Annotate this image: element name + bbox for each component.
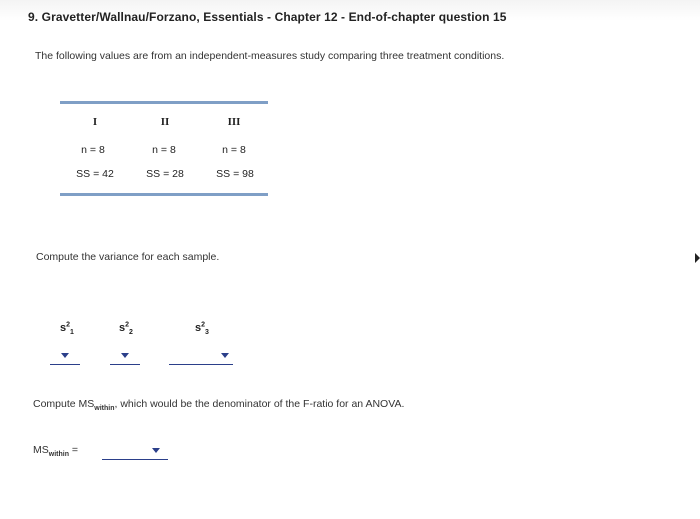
ms-within-label: $MS_{within}$ = [33, 444, 79, 459]
sample-1-ss: SS = 42 [76, 168, 114, 180]
variance-3-dropdown[interactable] [169, 350, 233, 365]
table-top-rule [60, 101, 268, 104]
table-bottom-rule [60, 193, 268, 196]
ms-within-dropdown[interactable] [102, 445, 168, 460]
dropdown-arrow-icon [121, 353, 129, 358]
sample-2-n: n = 8 [152, 144, 176, 156]
sample-3-n: n = 8 [222, 144, 246, 156]
question-intro: The following values are from an independent-measures study comparing three treatment conditions. [35, 50, 505, 62]
column-header-3: III [227, 116, 241, 128]
sample-3-ss: SS = 98 [216, 168, 254, 180]
dropdown-arrow-icon [221, 353, 229, 358]
variance-label-1: $s^2_1$ [60, 321, 74, 337]
variance-1-dropdown[interactable] [50, 350, 80, 365]
question-title: 9. Gravetter/Wallnau/Forzano, Essentials - Chapter 12 - End-of-chapter question 15 [28, 10, 507, 24]
variance-label-2: $s^2_2$ [119, 321, 133, 337]
dropdown-arrow-icon [61, 353, 69, 358]
scroll-indicator-icon [695, 253, 700, 263]
variance-prompt: Compute the variance for each sample. [36, 251, 220, 263]
sample-2-ss: SS = 28 [146, 168, 184, 180]
dropdown-arrow-icon [152, 448, 160, 453]
variance-label-3: $s^2_3$ [195, 321, 209, 337]
ms-within-prompt: Compute $MS_{within}$, which would be the denominator of the F-ratio for an ANOVA. [33, 398, 405, 413]
variance-2-dropdown[interactable] [110, 350, 140, 365]
column-header-1: I [92, 116, 98, 128]
column-header-2: II [160, 116, 170, 128]
sample-1-n: n = 8 [81, 144, 105, 156]
